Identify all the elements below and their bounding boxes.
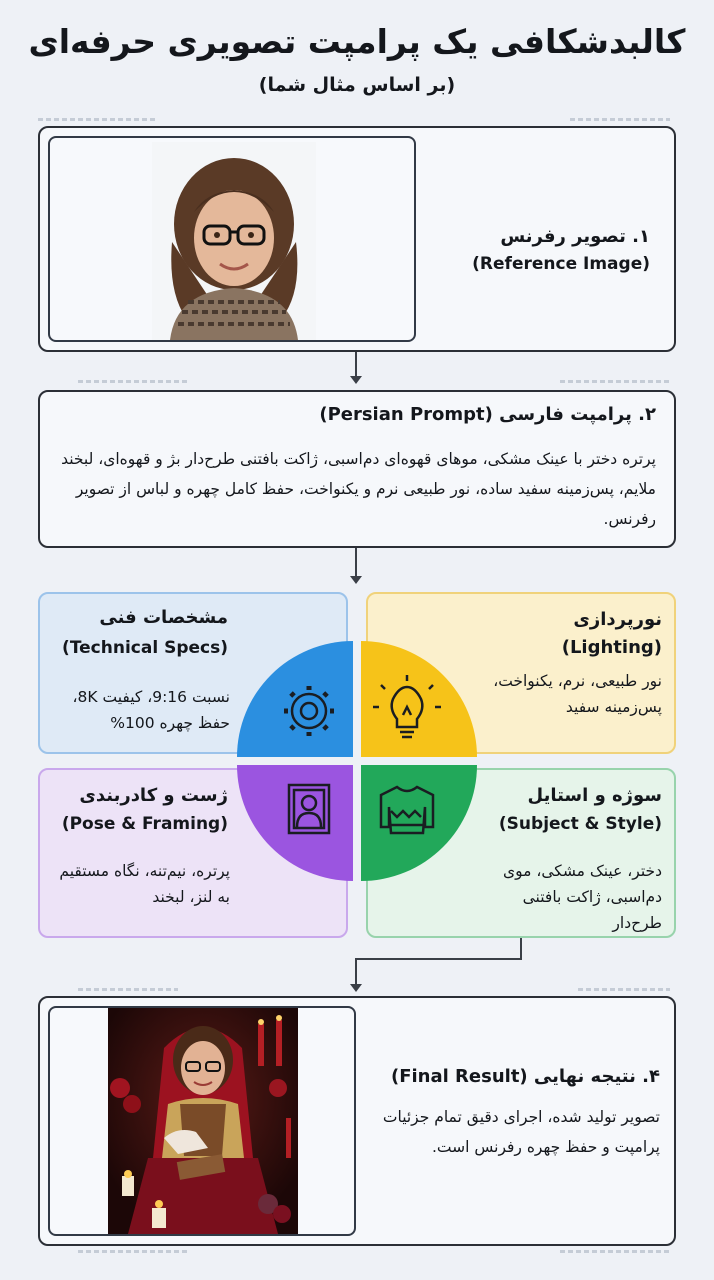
girl-portrait-image — [152, 142, 316, 340]
arrow-down-icon — [350, 984, 362, 992]
subject-style-text: دختر، عینک مشکی، موی دم‌اسبی، ژاکت بافتنی طرح‌دار — [502, 862, 662, 932]
arrow-down-icon — [350, 376, 362, 384]
reference-photo — [152, 142, 316, 340]
technical-specs-text: نسبت 9:16، کیفیت 8K، حفظ چهره 100% — [72, 688, 230, 732]
lighting-text: نور طبیعی، نرم، یکنواخت، پس‌زمینه سفید — [493, 672, 662, 716]
final-step-title: ۴. نتیجه نهایی (Final Result) — [390, 1066, 660, 1087]
connector-line — [355, 958, 357, 984]
pose-framing-title: ژست و کادربندی — [79, 785, 228, 806]
technical-specs-title: مشخصات فنی — [99, 607, 228, 628]
subject-style-subtitle: (Subject & Style) — [498, 814, 662, 834]
connector-line — [520, 938, 522, 960]
lighting-title: نورپردازی (Lighting) — [561, 609, 662, 658]
center-quadrant-wheel — [237, 641, 477, 881]
prompt-step-title: ۲. پرامپت فارسی (Persian Prompt) — [319, 404, 656, 425]
pose-framing-text: پرتره، نیم‌تنه، نگاه مستقیم به لنز، لبخند — [59, 862, 230, 906]
connector-line — [355, 958, 522, 960]
reference-image-frame — [48, 136, 416, 342]
prompt-text: پرتره دختر با عینک مشکی، موهای قهوه‌ای دم‌اسبی، ژاکت بافتنی طرح‌دار بژ و قهوه‌ای، لبخند ملایم، پس‌زمینه سفید ساده، نور طبیعی نرم و یکنواخت، حفظ کامل چهره و لباس از تصویر رفرنس. — [61, 450, 656, 528]
technical-quadrant — [237, 641, 353, 757]
connector-line — [355, 548, 357, 576]
pose-framing-subtitle: (Pose & Framing) — [61, 814, 228, 834]
lighting-quadrant — [361, 641, 477, 757]
final-portrait-image — [108, 1008, 298, 1234]
reference-step-subtitle: (Reference Image) — [472, 254, 650, 274]
subject-style-title: سوژه و استایل — [527, 785, 662, 806]
reference-step-title: ۱. تصویر رفرنس — [500, 226, 650, 247]
arrow-down-icon — [350, 576, 362, 584]
subject-quadrant — [361, 765, 477, 881]
connector-line — [355, 352, 357, 376]
final-image-frame — [48, 1006, 356, 1236]
technical-specs-subtitle: (Technical Specs) — [62, 638, 228, 658]
page-subtitle: (بر اساس مثال شما) — [258, 74, 456, 96]
page-title: کالبدشکافی یک پرامپت تصویری حرفه‌ای — [28, 22, 686, 61]
final-photo — [108, 1008, 298, 1234]
final-text: تصویر تولید شده، اجرای دقیق تمام جزئیات پرامپت و حفظ چهره رفرنس است. — [382, 1108, 660, 1156]
